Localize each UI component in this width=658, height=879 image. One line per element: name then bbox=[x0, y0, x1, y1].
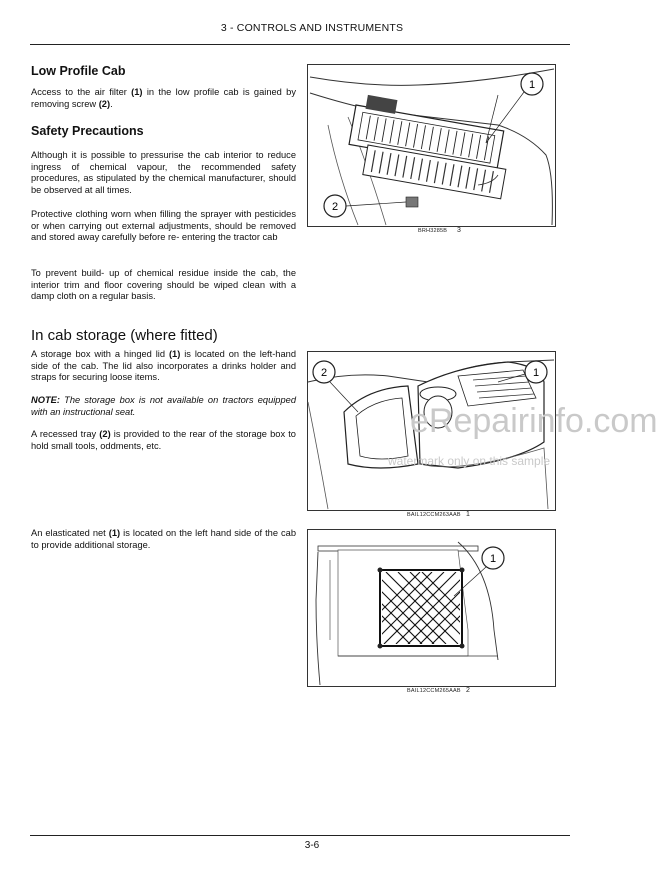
paragraph-air-filter: Access to the air filter (1) in the low profile cab is gained by removing screw (2). bbox=[31, 87, 296, 109]
air-filter-illustration bbox=[308, 65, 555, 226]
figure-1-code: BRH3285B bbox=[418, 228, 448, 234]
callout-2-label: 2 bbox=[320, 367, 328, 379]
paragraph-safety-1: Although it is possible to pressurise the cab interior to reduce ingress of chemical vapour, the recommended safety procedures, as stipulated by the chemical manufacturer, should be observed at all times. bbox=[31, 150, 296, 195]
watermark-text: eRepairinfo.com bbox=[410, 402, 658, 440]
figure-elasticated-net bbox=[307, 529, 556, 687]
footer-rule bbox=[30, 835, 570, 836]
paragraph-safety-2: Protective clothing worn when filling the sprayer with pesticides or when carrying out external adjustments, should be removed and stored away carefully before re- entering the tractor cab bbox=[31, 209, 296, 243]
figure-2-number: 1 bbox=[466, 511, 470, 518]
figure-3-number: 2 bbox=[466, 687, 470, 694]
figure-air-filter bbox=[307, 64, 556, 227]
page-number: 3-6 bbox=[304, 840, 320, 851]
note-storage-box: NOTE: The storage box is not available on tractors equipped with an instructional seat. bbox=[31, 395, 296, 417]
elasticated-net-illustration bbox=[308, 530, 555, 686]
header-rule bbox=[30, 44, 570, 45]
callout-1-label: 1 bbox=[532, 367, 540, 379]
heading-in-cab-storage: In cab storage (where fitted) bbox=[31, 327, 218, 344]
page-header: 3 - CONTROLS AND INSTRUMENTS bbox=[220, 22, 404, 34]
figure-1-number: 3 bbox=[457, 227, 461, 234]
callout-1-label: 1 bbox=[528, 79, 536, 91]
heading-low-profile-cab: Low Profile Cab bbox=[31, 64, 126, 78]
paragraph-safety-3: To prevent build- up of chemical residue inside the cab, the interior trim and floor covering should be wiped clean with a damp cloth on a regular basis. bbox=[31, 268, 296, 302]
heading-safety-precautions: Safety Precautions bbox=[31, 124, 144, 138]
paragraph-elasticated-net: An elasticated net (1) is located on the left hand side of the cab to provide additional storage. bbox=[31, 528, 297, 550]
watermark-subtext: watermark only on this sample bbox=[388, 454, 551, 468]
paragraph-recessed-tray: A recessed tray (2) is provided to the rear of the storage box to hold small tools, oddments, etc. bbox=[31, 429, 296, 451]
callout-1-label: 1 bbox=[489, 553, 497, 565]
figure-3-code: BAIL12CCM265AAB bbox=[407, 688, 461, 694]
paragraph-storage-box: A storage box with a hinged lid (1) is located on the left-hand side of the cab. The lid also incorporates a drinks holder and straps for securing loose items. bbox=[31, 349, 296, 383]
callout-2-label: 2 bbox=[331, 201, 339, 213]
figure-2-code: BAIL12CCM263AAB bbox=[407, 512, 461, 518]
